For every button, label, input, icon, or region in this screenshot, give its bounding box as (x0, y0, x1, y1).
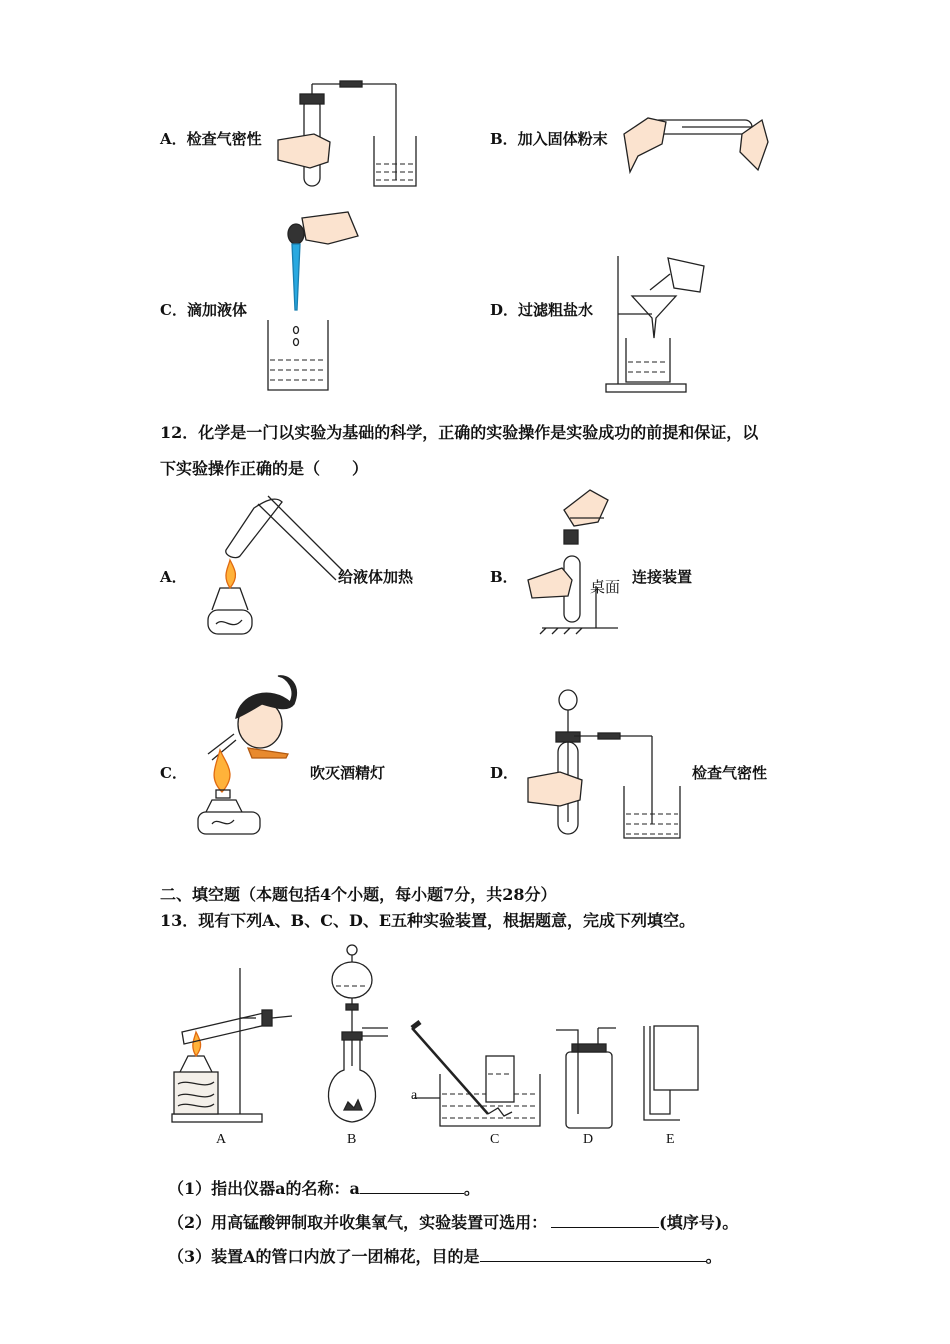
apparatus-label-c: C (490, 1132, 500, 1147)
q11-option-a-label: A．检查气密性 (160, 130, 262, 148)
q13-stem: 13．现有下列A、B、C、D、E五种实验装置，根据题意，完成下列填空。 (160, 911, 696, 930)
q11-option-c-label: C．滴加液体 (160, 301, 247, 319)
blow-out-lamp-figure (192, 674, 304, 838)
apparatus-c-figure (404, 1018, 546, 1130)
q13-sub2 (168, 1210, 738, 1233)
apparatus-e-figure (640, 1024, 700, 1130)
drop-liquid-figure (262, 210, 372, 395)
q13-sub1 (168, 1176, 480, 1199)
apparatus-b-figure (318, 942, 390, 1126)
q13-sub3-answer-blank[interactable] (480, 1247, 706, 1262)
q12-option-c-caption: 吹灭酒精灯 (310, 764, 386, 782)
apparatus-label-a: A (216, 1132, 227, 1147)
section2-title: 二、填空题（本题包括4个小题，每小题7分，共28分） (160, 885, 557, 904)
airtightness-check-funnel-figure (526, 688, 686, 842)
apparatus-label-e: E (666, 1132, 675, 1147)
q12-option-a-caption: 给液体加热 (338, 568, 414, 586)
q12-option-b-letter: B． (490, 568, 518, 586)
q13-sub2-prompt: （2）用高锰酸钾制取并收集氧气，实验装置可选用： (168, 1213, 548, 1232)
apparatus-a-figure (168, 966, 298, 1126)
q12-option-c-letter: C． (160, 764, 187, 782)
q13-marker-a: a (411, 1088, 418, 1103)
add-powder-figure (622, 112, 772, 184)
q13-sub3-end: 。 (705, 1247, 722, 1266)
q13-sub1-prompt: （1）指出仪器a的名称：a (168, 1179, 360, 1198)
q12-stem-line1: 12．化学是一门以实验为基础的科学，正确的实验操作是实验成功的前提和保证，以 (160, 423, 759, 442)
q12-option-d-caption: 检查气密性 (692, 764, 768, 782)
q13-sub2-end: (填序号)。 (659, 1213, 739, 1232)
apparatus-label-b: B (347, 1132, 357, 1147)
q13-sub1-answer-blank[interactable] (360, 1179, 464, 1194)
apparatus-d-figure (554, 1026, 620, 1130)
q12-stem-line2: 下实验操作正确的是（ ） (160, 459, 369, 478)
q12-option-b-note: 桌面 (590, 580, 621, 596)
q12-option-d-letter: D． (490, 764, 519, 782)
q13-sub3-prompt: （3）装置A的管口内放了一团棉花，目的是 (168, 1247, 480, 1266)
q11-option-b-label: B．加入固体粉末 (490, 130, 608, 148)
connect-apparatus-figure (526, 488, 636, 634)
heat-liquid-figure (196, 492, 336, 638)
q13-sub1-end: 。 (463, 1179, 480, 1198)
filtration-figure (604, 248, 716, 394)
q13-sub2-answer-blank[interactable] (551, 1213, 659, 1228)
q13-sub3 (168, 1244, 722, 1267)
q12-option-b-caption: 连接装置 (632, 568, 693, 586)
q12-option-a-letter: A． (160, 568, 187, 586)
apparatus-label-d: D (583, 1132, 594, 1147)
airtightness-check-figure (270, 80, 430, 192)
q11-option-d-label: D．过滤粗盐水 (490, 301, 594, 319)
